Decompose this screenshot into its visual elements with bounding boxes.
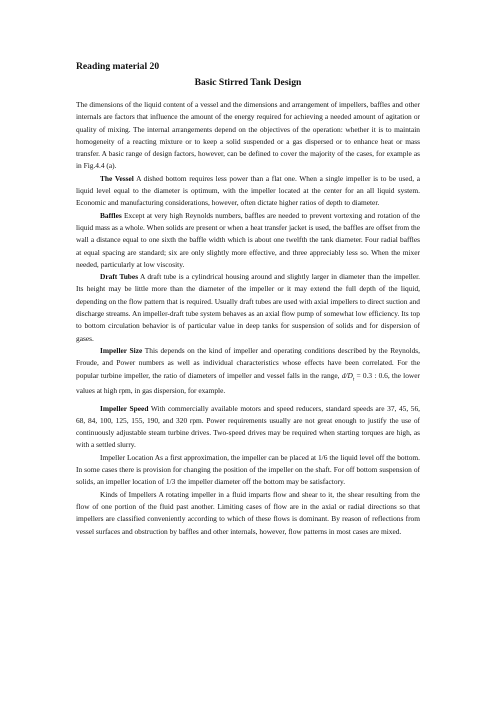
document-body bbox=[76, 99, 420, 538]
paragraph-vessel-text: A dished bottom requires less power than a flat one. When a single impeller is to be used, a liquid level equal to the diameter is optimum, with the impeller located at the center for an all liquid system. Economic and manufacturing considerations, however, often dictate higher ratios of depth to diameter. bbox=[76, 173, 420, 208]
paragraph-impeller-size-text-end: , the lower values at high rpm, in gas dispersion, for example. bbox=[76, 370, 420, 396]
run-in-heading-vessel: The Vessel bbox=[100, 173, 134, 183]
paragraph-impeller-speed bbox=[76, 403, 420, 452]
document-title: Basic Stirred Tank Design bbox=[194, 77, 302, 88]
paragraph-impeller-speed-text: With commercially available motors and speed reducers, standard speeds are 37, 45, 56, 68, 84, 100, 125, 155, 190, and 320 rpm. Power requirements usually are not great enough to justify the use of continuously adjustable steam turbine drives. Two-speed drives may be required when starting torques are high, as with a settled slurry. bbox=[76, 403, 420, 450]
run-in-heading-impeller-speed: Impeller Speed bbox=[100, 403, 149, 413]
run-in-heading-draft-tubes: Draft Tubes bbox=[100, 272, 139, 282]
paragraph-kinds-of-impellers: Kinds of Impellers A rotating impeller in a fluid imparts flow and shear to it, the shear resulting from the flow of one portion of the fluid past another. Limiting cases of flow are in the axial or radial directions so that impellers are classified conveniently according to which of these flows is dominant. By reason of reflections from vessel surfaces and obstruction by baffles and other internals, however, flow patterns in most cases are mixed. bbox=[76, 489, 420, 536]
diameter-ratio-formula: $d/D_t = 0.3$ : 0.6 bbox=[341, 370, 388, 382]
paragraph-vessel bbox=[76, 173, 420, 210]
paragraph-impeller-size-text: This depends on the kind of impeller and operating conditions described by the Reynolds, Froude, and Power numbers as well as individual characteristics whose effects have been correlated. For the popular turbine impeller, the ratio of diameters of impeller and vessel falls in the range, bbox=[76, 345, 421, 380]
paragraph-impeller-size bbox=[76, 345, 420, 398]
paragraph-draft-tubes-text: A draft tube is a cylindrical housing around and slightly larger in diameter than the impeller. Its height may be little more than the diameter of the impeller or it may extend the full depth of the liquid, depending on the flow pattern that is required. Usually draft tubes are used with axial impellers to direct suction and discharge streams. An impeller-draft tube system behaves as an axial flow pump of somewhat low efficiency. Its top to bottom circulation behavior is of particular value in deep tanks for suspension of solids and for dispersion of gases. bbox=[76, 272, 421, 343]
run-in-heading-impeller-size: Impeller Size bbox=[100, 345, 143, 355]
paragraph-draft-tubes bbox=[76, 271, 420, 345]
paragraph-intro: The dimensions of the liquid content of a vessel and the dimensions and arrangement of impellers, baffles and other internals are factors that influence the amount of the energy required for achieving a needed amount of agitation or quality of mixing. The internal arrangements depend on the objectives of the operation: whether it is to maintain homogeneity of a reacting mixture or to keep a solid suspended or a gas dispersed or to enhance heat or mass transfer. A basic range of design factors, however, can be defined to cover the majority of the cases, for example as in Fig.4.4 (a). bbox=[76, 100, 420, 171]
paragraph-baffles-text: Except at very high Reynolds numbers, baffles are needed to prevent vortexing and rotation of the liquid mass as a whole. When solids are present or when a heat transfer jacket is used, the baffles are offset from the wall a distance equal to one sixth the baffle width which is about one twelfth the tank diameter. Four radial baffles at equal spacing are standard; six are only slightly more effective, and three appreciably less so. When the mixer needed, particularly at low viscosity. bbox=[76, 210, 420, 269]
run-in-heading-baffles: Baffles bbox=[100, 210, 122, 220]
paragraph-baffles bbox=[76, 210, 420, 271]
reading-material-heading: Reading material 20 bbox=[76, 61, 160, 72]
paragraph-impeller-location: Impeller Location As a first approximation, the impeller can be placed at 1/6 the liquid level off the bottom. In some cases there is provision for changing the position of the impeller on the shaft. For off bottom suspension of solids, an impeller location of 1/3 the impeller diameter off the bottom may be satisfactory. bbox=[76, 452, 420, 487]
